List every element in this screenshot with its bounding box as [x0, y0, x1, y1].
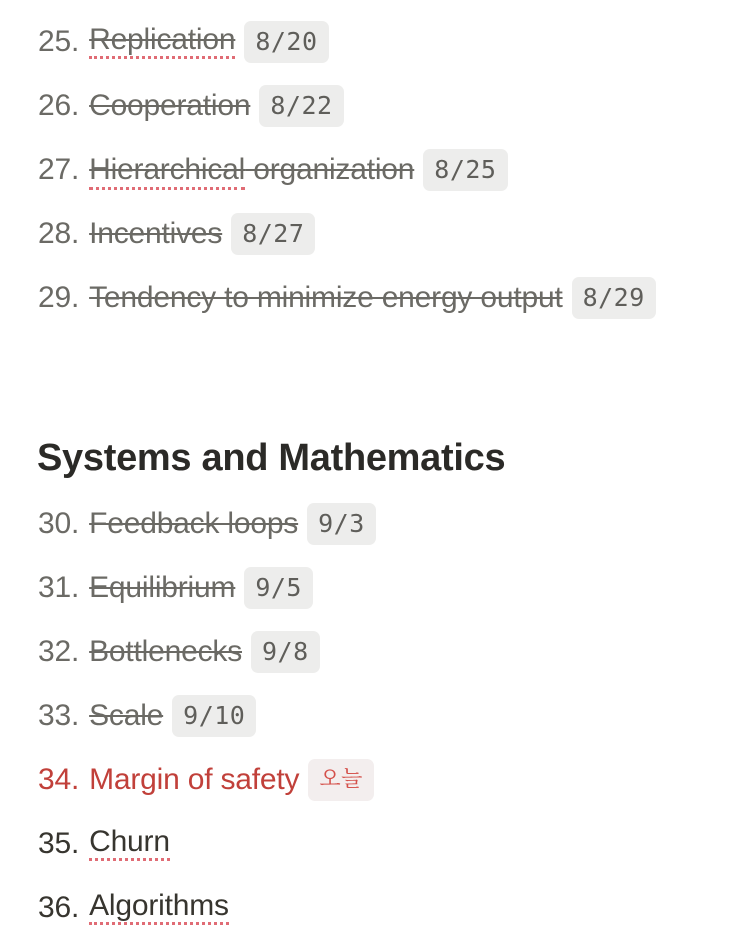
- list-item[interactable]: [38, 492, 376, 556]
- item-title: Churn: [89, 827, 170, 861]
- item-number: 29.: [38, 281, 80, 314]
- list-item[interactable]: [38, 556, 376, 620]
- topic-list-systems: [38, 492, 376, 940]
- misspelled-word: Hierarchical: [89, 153, 245, 190]
- list-item[interactable]: [38, 876, 376, 940]
- item-number: 34.: [38, 763, 80, 796]
- date-badge: 8/29: [572, 277, 656, 319]
- item-number: 33.: [38, 699, 80, 732]
- item-title: Bottlenecks: [89, 635, 242, 668]
- item-number: 32.: [38, 635, 80, 668]
- date-badge: 8/27: [231, 213, 315, 255]
- list-item[interactable]: [38, 10, 656, 74]
- date-badge: 8/25: [423, 149, 507, 191]
- list-item[interactable]: [38, 684, 376, 748]
- list-item[interactable]: [38, 620, 376, 684]
- date-badge: 8/22: [259, 85, 343, 127]
- date-badge: 9/3: [307, 503, 376, 545]
- item-title-rest: organization: [245, 153, 415, 186]
- list-item-current[interactable]: [38, 748, 376, 812]
- item-title: Equilibrium: [89, 571, 236, 604]
- date-badge: 8/20: [244, 21, 328, 63]
- date-badge: 9/5: [244, 567, 313, 609]
- list-item[interactable]: [38, 812, 376, 876]
- today-badge: 오늘: [308, 759, 374, 801]
- item-number: 35.: [38, 827, 80, 860]
- item-title: Incentives: [89, 217, 223, 250]
- date-badge: 9/10: [172, 695, 256, 737]
- item-title: [89, 155, 414, 185]
- list-item[interactable]: [38, 266, 656, 330]
- item-number: 28.: [38, 217, 80, 250]
- item-title: Cooperation: [89, 89, 251, 122]
- list-item[interactable]: [38, 138, 656, 202]
- item-number: 26.: [38, 89, 80, 122]
- item-title: Margin of safety: [89, 763, 300, 796]
- item-title: Algorithms: [89, 891, 229, 925]
- topic-list-biology: [38, 10, 656, 330]
- item-number: 30.: [38, 507, 80, 540]
- item-number: 25.: [38, 25, 80, 58]
- date-badge: 9/8: [251, 631, 320, 673]
- section-heading: Systems and Mathematics: [37, 437, 506, 479]
- item-title: Feedback loops: [89, 507, 299, 540]
- list-item[interactable]: [38, 74, 656, 138]
- list-item[interactable]: [38, 202, 656, 266]
- item-title: Replication: [89, 25, 235, 59]
- item-title: Scale: [89, 699, 164, 732]
- item-number: 36.: [38, 891, 80, 924]
- item-number: 31.: [38, 571, 80, 604]
- item-number: 27.: [38, 153, 80, 186]
- item-title: Tendency to minimize energy output: [89, 281, 563, 314]
